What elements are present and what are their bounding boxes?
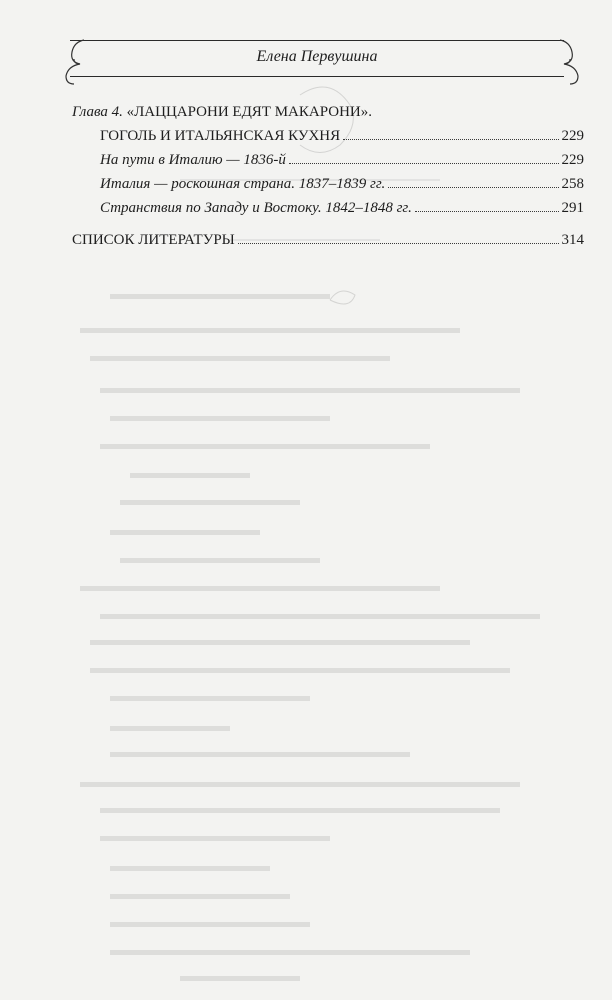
toc-entry[interactable] <box>72 176 584 200</box>
left-flourish-ornament <box>58 38 92 86</box>
toc-entry-bibliography[interactable] <box>72 232 584 256</box>
ghost-contents-lines <box>70 268 560 994</box>
bibliography-title: СПИСОК ЛИТЕРАТУРЫ <box>72 232 235 248</box>
toc-entry-page: 291 <box>561 200 584 216</box>
dot-leader <box>388 187 558 188</box>
toc-entry[interactable] <box>72 200 584 224</box>
toc-entry-title: Италия — роскошная страна. 1837–1839 гг. <box>100 176 386 192</box>
dot-leader <box>343 139 558 140</box>
toc-entry[interactable] <box>72 152 584 176</box>
chapter-title: «ЛАЦЦАРОНИ ЕДЯТ МАКАРОНИ». <box>126 104 372 120</box>
running-head-author: Елена Первушина <box>256 48 378 65</box>
toc-entry-page: 229 <box>561 152 584 168</box>
chapter-label: Глава 4. <box>72 104 123 120</box>
header-rule-bottom <box>70 76 564 77</box>
right-flourish-ornament <box>552 38 586 86</box>
dot-leader <box>415 211 559 212</box>
bibliography-page: 314 <box>561 232 584 248</box>
toc-entry[interactable] <box>72 128 584 152</box>
toc-entry-title: ГОГОЛЬ И ИТАЛЬЯНСКАЯ КУХНЯ <box>100 128 341 144</box>
header-rule-top <box>70 40 564 41</box>
toc-entry-page: 258 <box>561 176 584 192</box>
dot-leader <box>289 163 559 164</box>
toc-entry-title: На пути в Италию — 1836-й <box>100 152 286 168</box>
table-of-contents <box>72 102 584 256</box>
chapter-heading <box>72 102 584 122</box>
dot-leader <box>238 243 559 244</box>
toc-entry-title: Странствия по Западу и Востоку. 1842–1848 гг. <box>100 200 412 216</box>
toc-entry-page: 229 <box>561 128 584 144</box>
